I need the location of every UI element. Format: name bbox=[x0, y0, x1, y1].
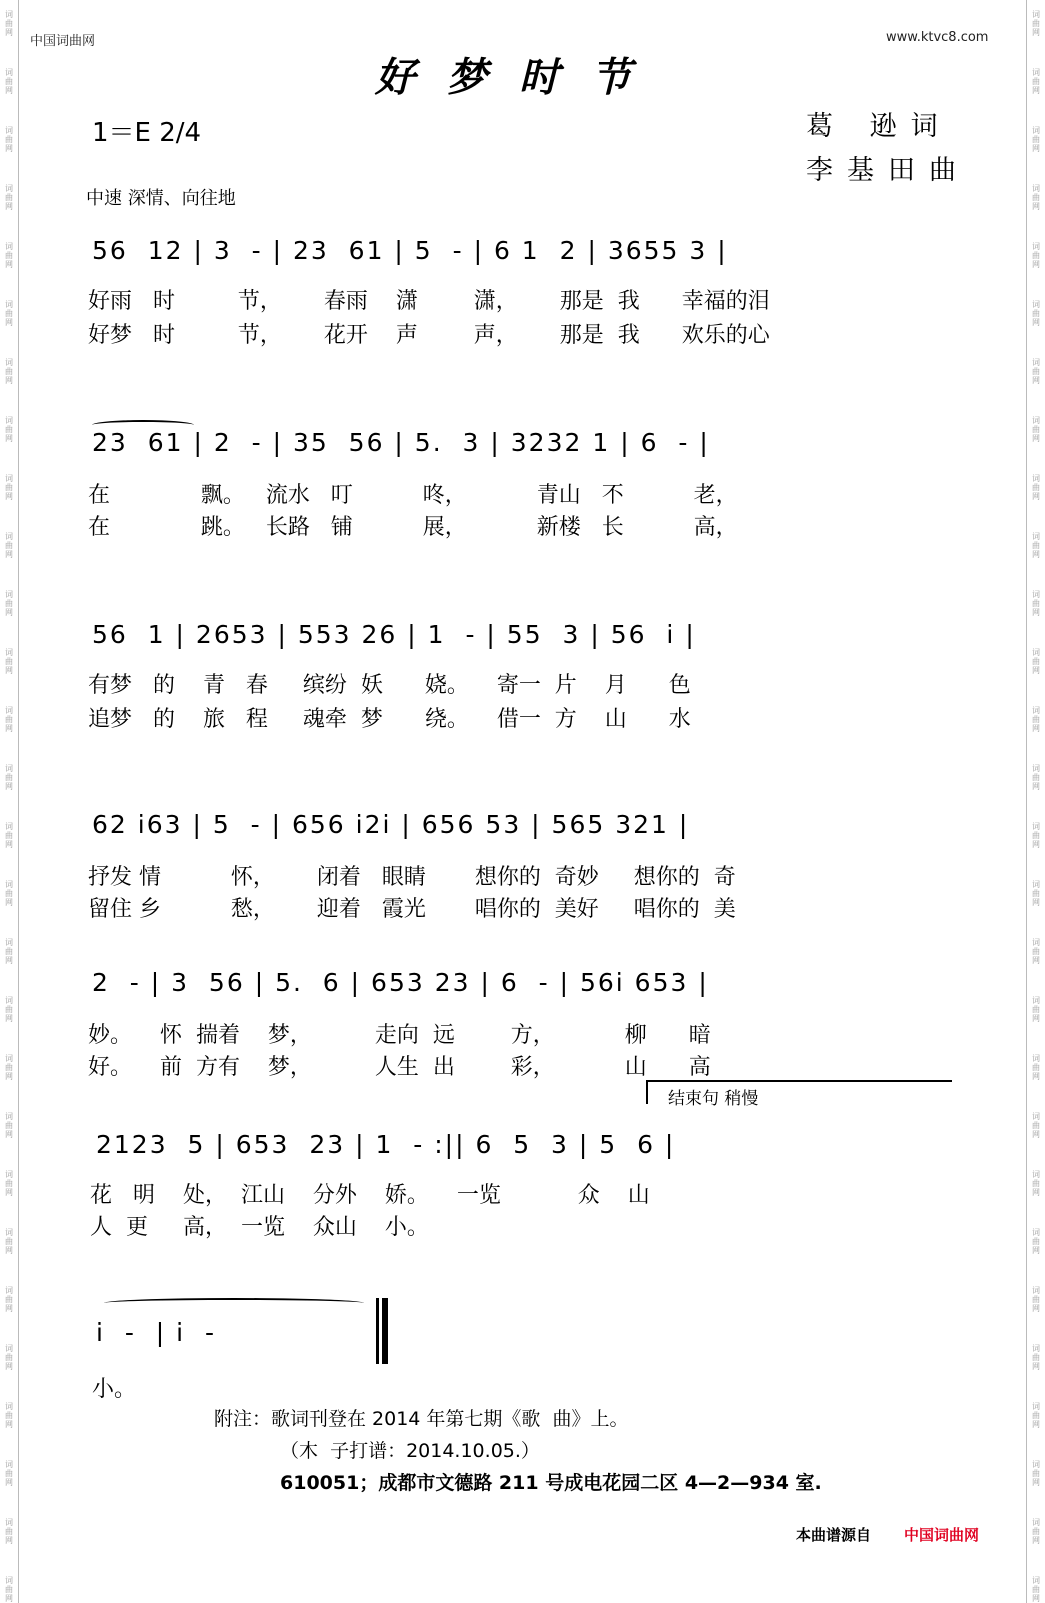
ending-label: 结束句 稍慢 bbox=[668, 1089, 759, 1109]
notes-row-3: 56 1 | 2653 | 553 26 | 1 - | 55 3 | 56 i | bbox=[92, 620, 696, 649]
border-watermark-text: 词 曲 网 bbox=[1032, 532, 1040, 559]
notes-row-5: 2 - | 3 56 | 5. 6 | 653 23 | 6 - | 56i 653 | bbox=[92, 968, 709, 997]
notes-row-1: 56 12 | 3 - | 23 61 | 5 - | 6 1 2 | 3655 3 | bbox=[92, 236, 728, 265]
border-watermark-text: 词 曲 网 bbox=[5, 474, 13, 501]
border-watermark-text: 词 曲 网 bbox=[1032, 300, 1040, 327]
border-watermark-text: 词 曲 网 bbox=[5, 1170, 13, 1197]
border-watermark-text: 词 曲 网 bbox=[1032, 1286, 1040, 1313]
border-watermark-text: 词 曲 网 bbox=[5, 590, 13, 617]
border-watermark-text: 词 曲 网 bbox=[5, 300, 13, 327]
border-watermark-text: 词 曲 网 bbox=[1032, 68, 1040, 95]
tempo-marking: 中速 深情、向往地 bbox=[86, 188, 236, 209]
border-watermark-text: 词 曲 网 bbox=[1032, 1170, 1040, 1197]
border-watermark-text: 词 曲 网 bbox=[1032, 1576, 1040, 1603]
notes-row-7: i - | i - bbox=[96, 1318, 216, 1347]
border-watermark-text: 词 曲 网 bbox=[5, 242, 13, 269]
border-watermark-text: 词 曲 网 bbox=[5, 880, 13, 907]
note-line-2: （木 子打谱：2014.10.05.） bbox=[280, 1440, 540, 1462]
border-watermark-text: 词 曲 网 bbox=[1032, 474, 1040, 501]
lyrics-row-2-verse-1: 在 飘。 流水 叮 咚， 青山 不 老， bbox=[88, 483, 738, 508]
border-watermark-text: 词 曲 网 bbox=[5, 68, 13, 95]
border-watermark-text: 词 曲 网 bbox=[1032, 242, 1040, 269]
notes-row-6: 2123 5 | 653 23 | 1 - :|| 6 5 3 | 5 6 | bbox=[96, 1130, 676, 1159]
border-watermark-text: 词 曲 网 bbox=[5, 1344, 13, 1371]
source-site-link[interactable]: 中国词曲网 bbox=[904, 1526, 980, 1544]
lyrics-row-7: 小。 bbox=[92, 1377, 137, 1402]
lyrics-row-6-verse-1: 花 明 处， 江山 分外 娇。 一览 众 山 bbox=[90, 1183, 650, 1208]
border-watermark-text: 词 曲 网 bbox=[5, 938, 13, 965]
border-watermark-text: 词 曲 网 bbox=[1032, 648, 1040, 675]
lyrics-row-5-verse-1: 妙。 怀 揣着 梦， 走向 远 方， 柳 暗 bbox=[88, 1023, 711, 1048]
border-watermark-text: 词 曲 网 bbox=[1032, 10, 1040, 37]
lyrics-row-4-verse-2: 留住 乡 愁， 迎着 霞光 唱你的 美好 唱你的 美 bbox=[88, 897, 736, 922]
border-watermark-text: 词 曲 网 bbox=[5, 1402, 13, 1429]
border-watermark-text: 词 曲 网 bbox=[5, 532, 13, 559]
note-line-3: 610051；成都市文德路 211 号成电花园二区 4—2—934 室. bbox=[280, 1472, 822, 1494]
border-watermark-text: 词 曲 网 bbox=[1032, 1228, 1040, 1255]
border-watermark-text: 词 曲 网 bbox=[5, 1054, 13, 1081]
lyricist-credit: 葛 逊词 bbox=[806, 111, 952, 142]
lyrics-row-3-verse-1: 有梦 的 青 春 缤纷 妖 娆。 寄一 片 月 色 bbox=[88, 673, 691, 698]
composer-credit: 李基田曲 bbox=[806, 155, 970, 186]
note-line-1: 附注：歌词刊登在 2014 年第七期《歌 曲》上。 bbox=[214, 1408, 629, 1430]
border-watermark-text: 词 曲 网 bbox=[1032, 1460, 1040, 1487]
border-watermark-text: 词 曲 网 bbox=[5, 1286, 13, 1313]
border-watermark-text: 词 曲 网 bbox=[5, 822, 13, 849]
lyrics-row-3-verse-2: 追梦 的 旅 程 魂牵 梦 绕。 借一 方 山 水 bbox=[88, 707, 691, 732]
border-watermark-text: 词 曲 网 bbox=[5, 1228, 13, 1255]
slur bbox=[104, 1298, 364, 1308]
border-watermark-text: 词 曲 网 bbox=[1032, 1112, 1040, 1139]
lyrics-row-6-verse-2: 人 更 高， 一览 众山 小。 bbox=[90, 1215, 429, 1240]
border-watermark-text: 词 曲 网 bbox=[1032, 880, 1040, 907]
border-watermark-text: 词 曲 网 bbox=[1032, 822, 1040, 849]
final-barline-thick bbox=[382, 1298, 388, 1364]
lyrics-row-1-verse-2: 好梦 时 节， 花开 声 声， 那是 我 欢乐的心 bbox=[88, 323, 770, 348]
notes-row-2: 23 61 | 2 - | 35 56 | 5. 3 | 3232 1 | 6 - | bbox=[92, 428, 710, 457]
border-watermark-text: 词 曲 网 bbox=[5, 126, 13, 153]
border-watermark-text: 词 曲 网 bbox=[5, 184, 13, 211]
key-signature: 1＝E 2/4 bbox=[92, 118, 202, 148]
border-watermark-text: 词 曲 网 bbox=[1032, 996, 1040, 1023]
border-watermark-text: 词 曲 网 bbox=[5, 10, 13, 37]
header-url[interactable]: www.ktvc8.com bbox=[886, 30, 989, 45]
border-watermark-text: 词 曲 网 bbox=[1032, 706, 1040, 733]
border-watermark-text: 词 曲 网 bbox=[1032, 1054, 1040, 1081]
border-watermark-text: 词 曲 网 bbox=[1032, 590, 1040, 617]
lyrics-row-5-verse-2: 好。 前 方有 梦， 人生 出 彩， 山 高 bbox=[88, 1055, 711, 1080]
border-watermark-text: 词 曲 网 bbox=[5, 416, 13, 443]
lyrics-row-1-verse-1: 好雨 时 节， 春雨 潇 潇， 那是 我 幸福的泪 bbox=[88, 289, 770, 314]
border-watermark-text: 词 曲 网 bbox=[5, 996, 13, 1023]
notes-row-4: 62 i63 | 5 - | 656 i2i | 656 53 | 565 321 | bbox=[92, 810, 690, 839]
song-title: 好梦时节 bbox=[375, 54, 663, 101]
border-watermark-text: 词 曲 网 bbox=[5, 1460, 13, 1487]
border-watermark-text: 词 曲 网 bbox=[1032, 1344, 1040, 1371]
border-watermark-text: 词 曲 网 bbox=[1032, 1518, 1040, 1545]
border-watermark-text: 词 曲 网 bbox=[5, 1576, 13, 1603]
border-watermark-text: 词 曲 网 bbox=[1032, 416, 1040, 443]
border-watermark-text: 词 曲 网 bbox=[5, 1518, 13, 1545]
border-watermark-text: 词 曲 网 bbox=[1032, 938, 1040, 965]
header-site-name: 中国词曲网 bbox=[30, 34, 96, 49]
border-watermark-text: 词 曲 网 bbox=[5, 358, 13, 385]
border-watermark-text: 词 曲 网 bbox=[1032, 358, 1040, 385]
border-watermark-text: 词 曲 网 bbox=[5, 1112, 13, 1139]
border-watermark-text: 词 曲 网 bbox=[5, 764, 13, 791]
final-barline-thin bbox=[376, 1298, 379, 1364]
border-watermark-text: 词 曲 网 bbox=[5, 648, 13, 675]
lyrics-row-4-verse-1: 抒发 情 怀， 闭着 眼睛 想你的 奇妙 想你的 奇 bbox=[88, 865, 736, 890]
source-label: 本曲谱源自 bbox=[796, 1526, 872, 1544]
border-watermark-text: 词 曲 网 bbox=[5, 706, 13, 733]
border-watermark-text: 词 曲 网 bbox=[1032, 126, 1040, 153]
border-watermark-text: 词 曲 网 bbox=[1032, 184, 1040, 211]
lyrics-row-2-verse-2: 在 跳。 长路 铺 展， 新楼 长 高， bbox=[88, 515, 738, 540]
border-watermark-text: 词 曲 网 bbox=[1032, 1402, 1040, 1429]
border-watermark-text: 词 曲 网 bbox=[1032, 764, 1040, 791]
